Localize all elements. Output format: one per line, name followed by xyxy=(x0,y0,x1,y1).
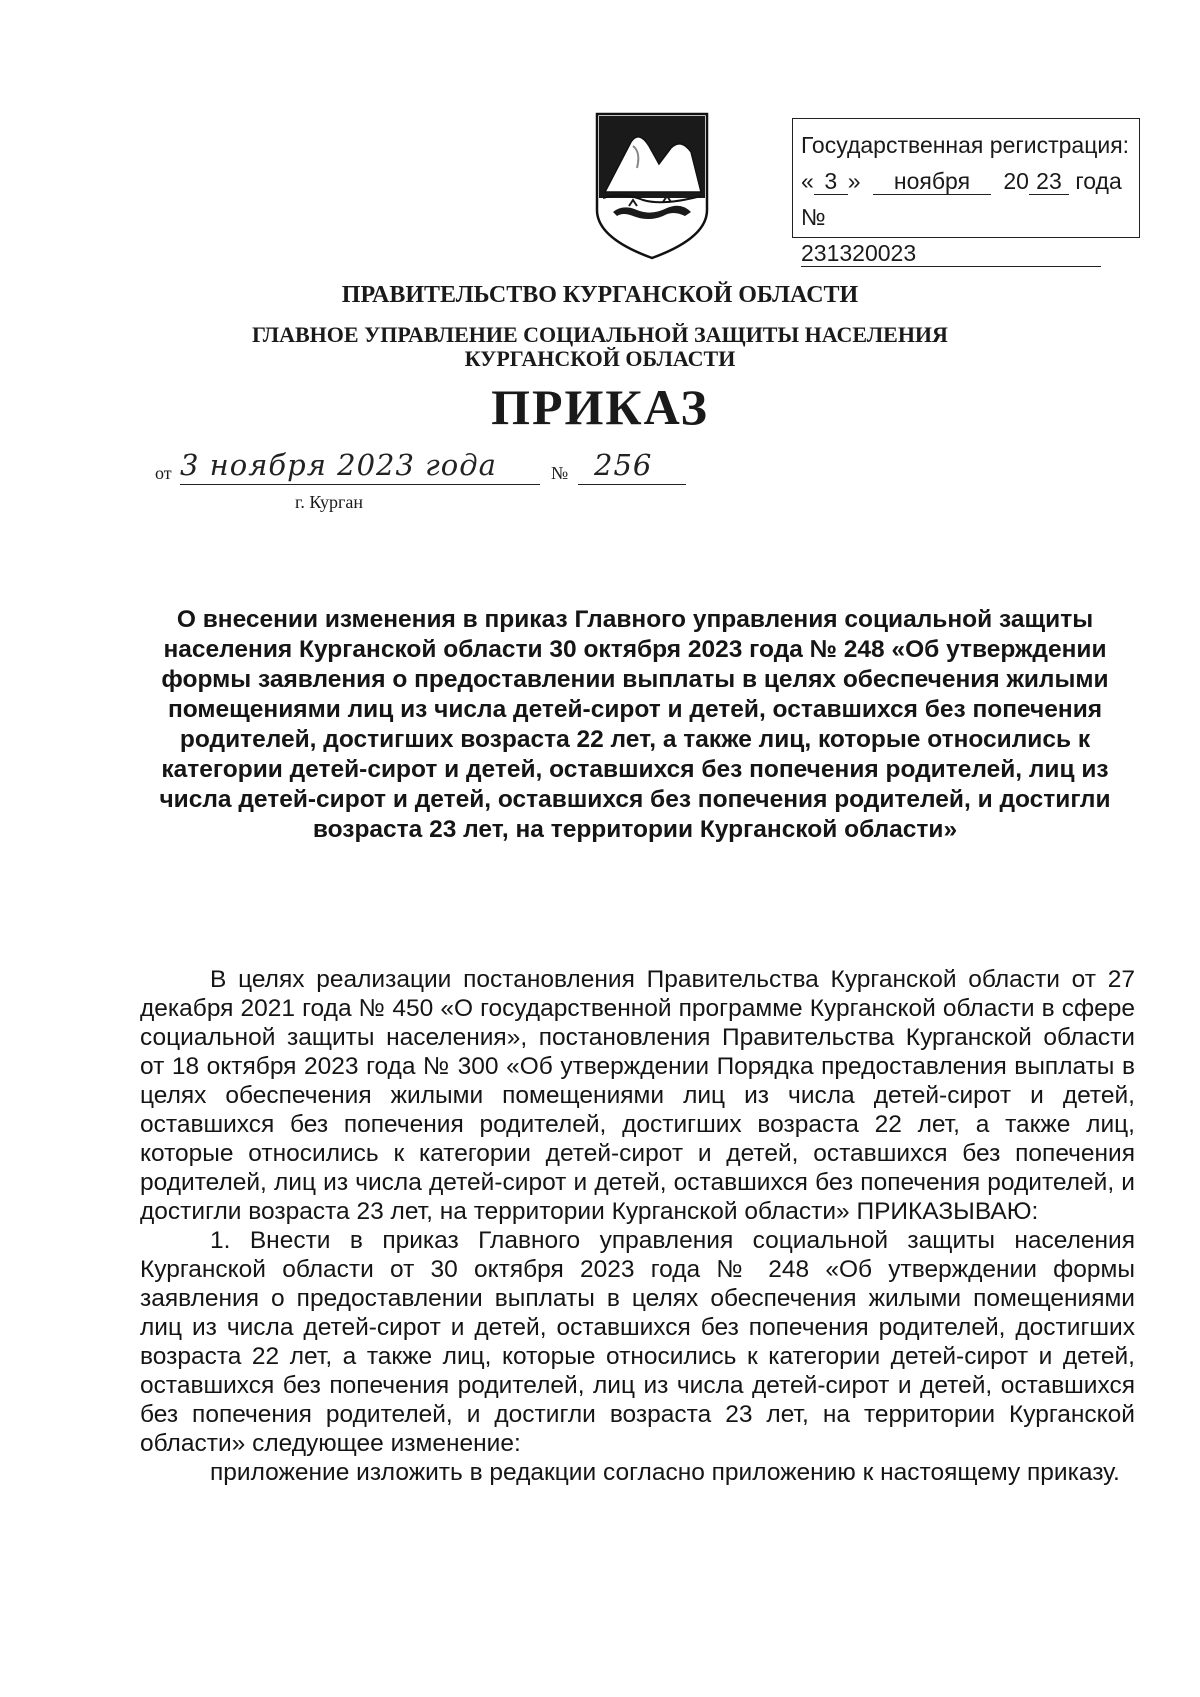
document-type-title: ПРИКАЗ xyxy=(491,379,709,435)
order-body xyxy=(140,965,1135,1487)
registration-date-line xyxy=(801,163,1131,199)
registration-day: 3 xyxy=(814,168,848,195)
department-title-line2: КУРГАНСКОЙ ОБЛАСТИ xyxy=(464,346,736,371)
order-number-handwritten: 256 xyxy=(594,448,653,482)
order-number-field xyxy=(578,450,686,485)
registration-year-suffix: 23 xyxy=(1029,168,1069,195)
registration-label: Государственная регистрация: xyxy=(801,132,1130,158)
department-title-line1: ГЛАВНОЕ УПРАВЛЕНИЕ СОЦИАЛЬНОЙ ЗАЩИТЫ НАСЕЛЕНИЯ xyxy=(252,322,948,347)
registration-number-label: № xyxy=(801,204,826,230)
state-registration-box xyxy=(792,118,1140,266)
order-number-label: № xyxy=(551,463,569,483)
quote-close: » xyxy=(847,168,861,194)
body-paragraph-preamble: В целях реализации постановления Правительства Курганской области от 27 декабря 2021 года № 450 «О государственной программе Курганской области в сфере социальной защиты населения», постановления Правительства Курганской области от 18 октября 2023 года № 300 «Об утверждении Порядка предоставления выплаты в целях обеспечения жилыми помещениями лиц из числа детей-сирот и детей, оставшихся без попечения родителей, достигших возраста 22 лет, а также лиц, которые относились к категории детей-сирот и детей, оставшихся без попечения родителей, лиц из числа детей-сирот и детей, оставшихся без попечения родителей, и достигли возраста 23 лет, на территории Курганской области» ПРИКАЗЫВАЮ: xyxy=(140,966,1135,1225)
order-subject-heading: О внесении изменения в приказ Главного управления социальной защиты населения Курганской области 30 октября 2023 года № 248 «Об утверждении формы заявления о предоставлении выплаты в целях обеспечения жилыми помещениями лиц из числа детей-сирот и детей, оставшихся без попечения родителей, достигших возраста 22 лет, а также лиц, которые относились к категории детей-сирот и детей, оставшихся без попечения родителей, лиц из числа детей-сирот и детей, оставшихся без попечения родителей, и достигли возраста 23 лет, на территории Курганской области» xyxy=(159,606,1111,843)
quote-open: « xyxy=(801,168,814,194)
coat-of-arms-emblem xyxy=(593,112,711,260)
order-city: г. Курган xyxy=(295,492,364,512)
registration-number-line xyxy=(801,199,1131,271)
registration-month: ноября xyxy=(873,168,991,195)
order-date-field xyxy=(180,450,540,485)
order-date-handwritten: 3 ноября 2023 года xyxy=(180,448,497,482)
order-date-number-line xyxy=(155,450,715,490)
government-title: ПРАВИТЕЛЬСТВО КУРГАНСКОЙ ОБЛАСТИ xyxy=(341,282,859,308)
order-from-label: от xyxy=(155,463,172,483)
registration-number: 231320023 xyxy=(801,240,1101,267)
body-paragraph-item-1: 1. Внести в приказ Главного управления социальной защиты населения Курганской области от 30 октября 2023 года № 248 «Об утверждении формы заявления о предоставлении выплаты в целях обеспечения жилыми помещениями лиц из числа детей-сирот и детей, оставшихся без попечения родителей, достигших возраста 22 лет, а также лиц, которые относились к категории детей-сирот и детей, оставшихся без попечения родителей, лиц из числа детей-сирот и детей, оставшихся без попечения родителей, и достигли возраста 23 лет, на территории Курганской области» следующее изменение: xyxy=(140,1227,1135,1457)
registration-year-prefix: 20 xyxy=(1003,168,1029,194)
registration-year-word: года xyxy=(1075,168,1122,194)
body-paragraph-amendment: приложение изложить в редакции согласно приложению к настоящему приказу. xyxy=(210,1459,1120,1486)
